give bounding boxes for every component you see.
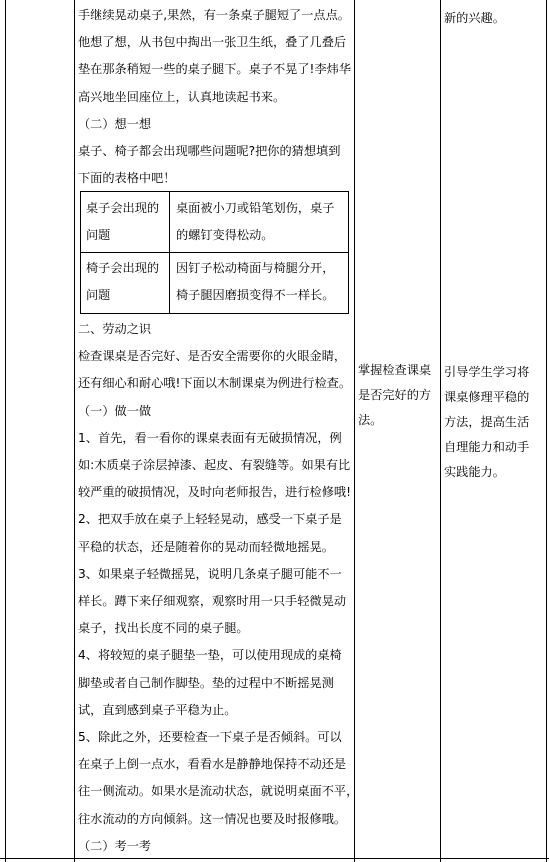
intention-cell [444,360,544,485]
objective-line: 是否完好的方 [358,388,432,402]
guess-table-row-divider [80,252,349,253]
paragraph-line: 4、将较短的桌子腿垫一垫，可以使用现成的桌椅 [78,648,342,663]
section-heading: （二）考一考 [78,838,152,853]
paragraph-line: 脚垫或者自己制作脚垫。垫的过程中不断摇晃测 [78,675,334,690]
guess-table [80,191,349,315]
paragraph-line: 试，直到感到桌子平稳为止。 [78,702,237,717]
paragraph-line: 2、把双手放在桌子上轻轻晃动，感受一下桌子是 [78,512,342,527]
objective-line: 掌握检查课桌 [358,363,432,377]
paragraph-line: 检查课桌是否完好、是否安全需要你的火眼金睛， [78,349,347,364]
paragraph-line: 高兴地坐回座位上，认真地读起书来。 [78,89,286,104]
paragraph-line: 较严重的破损情况，及时向老师报告，进行检修哦! [78,485,352,500]
paragraph-line: 在桌子上倒一点水，看看水是静静地保持不动还是 [78,757,347,772]
intention-line: 引导学生学习将 [444,365,530,379]
paragraph-line: 往一侧流动。如果水是流动状态，就说明桌面不平， [78,784,359,799]
paragraph-line: 下面的表格中吧！ [78,171,176,186]
intention-top [444,6,544,31]
paragraph-line: 5、除此之外，还要检查一下桌子是否倾斜。可以 [78,730,342,745]
section-heading: 二、劳动之识 [78,322,152,336]
paragraph-line: 如:木质桌子涂层掉漆、起皮、有裂缝等。如果有比 [78,458,351,473]
paragraph-line: 他想了想，从书包中掏出一张卫生纸，叠了几叠后 [78,35,347,50]
intention-line: 方法，提高生活 [444,415,530,429]
paragraph-line: 往水流动的方向倾斜。这一情况也要及时报修哦。 [78,811,347,826]
paragraph-line: 平稳的状态，还是随着你的晃动而轻微地摇晃。 [78,539,334,554]
intention-line: 新的兴趣。 [444,11,505,25]
intention-line: 课桌修理平稳的 [444,390,530,404]
table-border-left [5,0,6,862]
objective-cell [358,358,438,433]
paragraph-line: 桌子，找出长度不同的桌子腿。 [78,621,249,636]
table-cell-content: 桌面被小刀或铅笔划伤，桌子 的螺钉变得松动。 [176,201,335,242]
table-cell-content: 因钉子松动椅面与椅腿分开， 椅子腿因磨损变得不一样长。 [176,261,335,302]
intention-line: 实践能力。 [444,465,505,479]
table-border-right [546,0,547,862]
intention-line: 自理能力和动手 [444,440,530,454]
section-heading: （一）做一做 [78,403,152,418]
paragraph-line: 3、如果桌子轻微摇晃，说明几条桌子腿可能不一 [78,566,342,581]
table-column-divider-3 [440,0,441,862]
table-cell-label: 桌子会出现的 问题 [86,201,160,242]
paragraph-line: 样长。蹲下来仔细观察，观察时用一只手轻微晃动 [78,594,347,609]
paragraph-line: 还有细心和耐心哦!下面以木制课桌为例进行检查。 [78,376,352,391]
paragraph-line: 1、首先，看一看你的课桌表面有无破损情况，例 [78,430,342,445]
paragraph-line: 桌子、椅子都会出现哪些问题呢?把你的猜想填到 [78,144,341,159]
paragraph-line: 垫在那条稍短一些的桌子腿下。桌子不晃了!李炜华 [78,62,352,77]
paragraph-line: 手继续晃动桌子,果然，有一条桌子腿短了一点点。 [78,8,350,22]
section-heading: （二）想一想 [78,116,152,131]
table-column-divider-1 [74,0,75,862]
main-text-top [78,2,355,192]
objective-line: 法。 [358,413,383,427]
main-text-bottom [78,316,359,860]
table-cell-label: 椅子会出现的 问题 [86,261,160,302]
